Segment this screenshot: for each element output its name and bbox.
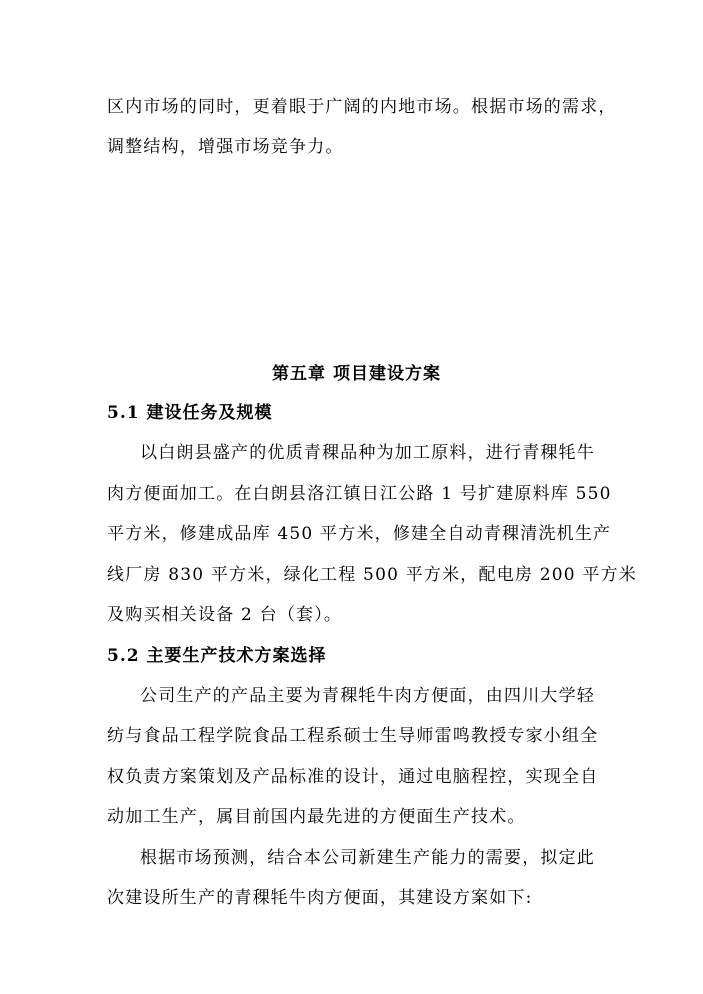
paragraph-line: 平方米，修建成品库 450 平方米，修建全自动青稞清洗机生产	[107, 524, 612, 544]
section-heading-5-1: 5.1 建设任务及规模	[107, 403, 273, 423]
paragraph-line: 线厂房 830 平方米，绿化工程 500 平方米，配电房 200 平方米	[107, 565, 637, 585]
paragraph-line: 动加工生产，属目前国内最先进的方便面生产技术。	[107, 807, 526, 827]
paragraph-line: 肉方便面加工。在白朗县洛江镇日江公路 1 号扩建原料库 550	[107, 484, 612, 504]
paragraph-line: 根据市场预测，结合本公司新建生产能力的需要，拟定此	[140, 848, 595, 868]
paragraph-line: 公司生产的产品主要为青稞牦牛肉方便面，由四川大学轻	[140, 686, 595, 706]
paragraph-line: 次建设所生产的青稞牦牛肉方便面，其建设方案如下:	[107, 888, 533, 908]
paragraph-line: 权负责方案策划及产品标准的设计，通过电脑程控，实现全自	[107, 767, 599, 787]
paragraph-line: 区内市场的同时，更着眼于广阔的内地市场。根据市场的需求，	[107, 97, 617, 117]
chapter-title: 第五章 项目建设方案	[272, 364, 441, 384]
paragraph-line: 调整结构，增强市场竞争力。	[107, 137, 344, 157]
paragraph-line: 纺与食品工程学院食品工程系硕士生导师雷鸣教授专家小组全	[107, 726, 599, 746]
paragraph-line: 以白朗县盛产的优质青稞品种为加工原料，进行青稞牦牛	[140, 443, 595, 463]
section-heading-5-2: 5.2 主要生产技术方案选择	[107, 646, 327, 666]
paragraph-line: 及购买相关设备 2 台（套）。	[107, 605, 343, 625]
